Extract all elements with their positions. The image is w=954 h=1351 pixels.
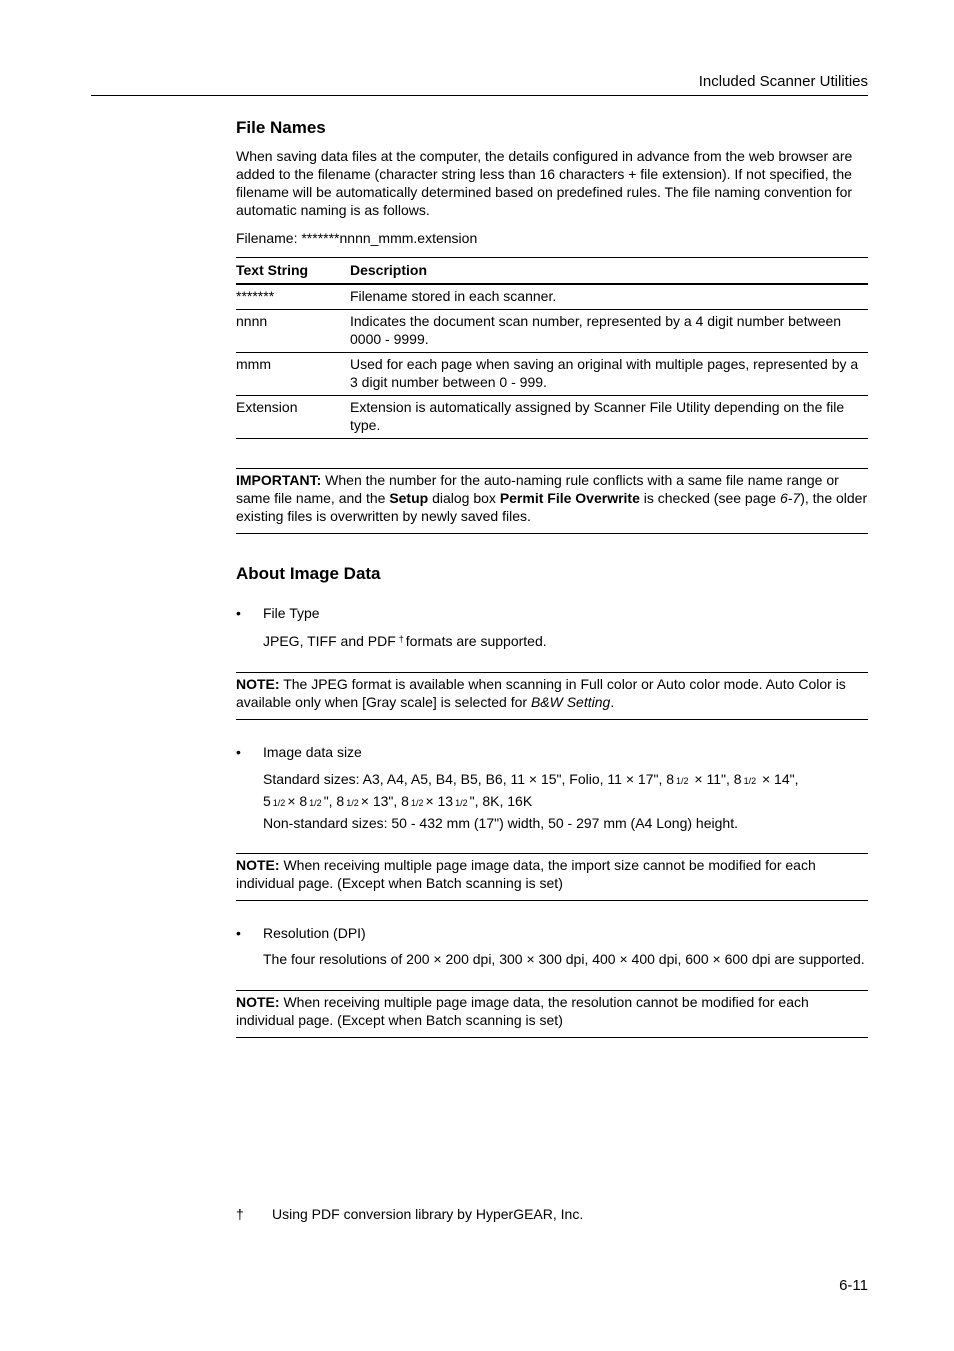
important-text: dialog box <box>428 490 500 506</box>
header-rule <box>91 95 868 96</box>
formats-text: formats are supported. <box>405 633 547 649</box>
size-text: × 14", <box>758 771 799 787</box>
permit-overwrite-term: Permit File Overwrite <box>499 490 640 506</box>
naming-table <box>236 257 868 439</box>
running-header: Included Scanner Utilities <box>698 73 868 90</box>
standard-sizes-line-1 <box>263 769 868 791</box>
standard-sizes <box>236 769 868 833</box>
note-text: The JPEG format is available when scanning in Full color or Auto color mode. Auto Color is available only when [Gray scale] is selected for <box>236 676 846 710</box>
page-number: 6-11 <box>839 1277 868 1294</box>
main-content <box>236 117 868 1038</box>
naming-table-header <box>236 258 868 285</box>
nonstandard-sizes: Non-standard sizes: 50 - 432 mm (17") width, 50 - 297 mm (A4 Long) height. <box>263 815 738 831</box>
row-description: Indicates the document scan number, represented by a 4 digit number between 0000 - 9999. <box>350 313 842 347</box>
table-row <box>236 284 868 310</box>
row-key: ******* <box>236 288 275 304</box>
note-text: When receiving multiple page image data, the resolution cannot be modified for each individual page. (Except when Batch scanning is set) <box>236 994 809 1028</box>
table-row <box>236 353 868 396</box>
bullet-image-size <box>236 743 868 761</box>
important-text: is checked (see page <box>639 490 780 506</box>
half-fraction: 1/2 <box>346 798 359 808</box>
note-import-size <box>236 853 868 901</box>
table-row <box>236 310 868 353</box>
note-text: When receiving multiple page image data, the import size cannot be modified for each individual page. (Except when Batch scanning is set) <box>236 857 816 891</box>
size-text: × 13", 8 <box>360 793 409 809</box>
important-text: When the number for the auto-naming rule conflicts with a same file name range or same file name, and the <box>236 472 839 506</box>
filename-format: Filename: *******nnnn_mmm.extension <box>236 230 478 246</box>
size-text: × 13 <box>425 793 454 809</box>
bullet-file-type <box>236 604 868 622</box>
row-description: Extension is automatically assigned by Scanner File Utility depending on the file type. <box>350 399 845 433</box>
bullet-icon: • <box>236 744 241 760</box>
bullet-label: Image data size <box>263 744 362 760</box>
table-row <box>236 396 868 439</box>
half-fraction: 1/2 <box>743 776 757 786</box>
important-note <box>236 468 868 534</box>
bullet-label: Resolution (DPI) <box>263 925 366 941</box>
row-description: Used for each page when saving an original with multiple pages, represented by a 3 digit number between 0 - 999. <box>350 356 859 390</box>
bullet-icon: • <box>236 605 241 621</box>
file-names-intro: When saving data files at the computer, the details configured in advance from the web browser are added to the filename (character string less than 16 characters + file extension). If not specified, the filename will be automatically determined based on predefined rules. The file naming convention for automatic naming is as follows. <box>236 148 853 218</box>
important-text: ), the older existing files is overwritten by newly saved files. <box>236 490 868 524</box>
note-resolution <box>236 990 868 1038</box>
size-text: ", 8 <box>323 793 345 809</box>
row-key: Extension <box>236 399 298 415</box>
setup-term: Setup <box>389 490 429 506</box>
size-text: × 11", 8 <box>690 771 742 787</box>
half-fraction: 1/2 <box>272 798 286 808</box>
size-text: Standard sizes: A3, A4, A5, B4, B5, B6, 11 × 15", Folio, 11 × 17", 8 <box>263 771 675 787</box>
note-jpeg <box>236 672 868 720</box>
formats-text: JPEG, TIFF and PDF <box>263 633 396 649</box>
dagger-icon: † <box>236 1206 244 1222</box>
note-label: NOTE: <box>236 676 280 692</box>
half-fraction: 1/2 <box>410 798 424 808</box>
bw-setting-term: B&W Setting <box>530 694 611 710</box>
size-text: ", 8K, 16K <box>469 793 533 809</box>
page-reference: 6-7 <box>779 490 801 506</box>
dagger-icon: † <box>398 634 404 644</box>
bullet-icon: • <box>236 925 241 941</box>
col-description: Description <box>350 262 428 278</box>
col-text-string: Text String <box>236 262 309 278</box>
note-label: NOTE: <box>236 994 280 1010</box>
half-fraction: 1/2 <box>676 776 689 786</box>
half-fraction: 1/2 <box>309 798 322 808</box>
standard-sizes-line-2 <box>263 791 868 813</box>
row-key: nnnn <box>236 313 268 329</box>
file-names-heading: File Names <box>236 118 326 137</box>
size-text: × 8 <box>287 793 308 809</box>
bullet-resolution <box>236 924 868 942</box>
half-fraction: 1/2 <box>455 798 468 808</box>
note-label: NOTE: <box>236 857 280 873</box>
size-text: 5 <box>263 793 271 809</box>
row-description: Filename stored in each scanner. <box>350 288 557 304</box>
note-text: . <box>610 694 615 710</box>
row-key: mmm <box>236 356 271 372</box>
file-type-text <box>236 629 868 651</box>
resolution-text: The four resolutions of 200 × 200 dpi, 300 × 300 dpi, 400 × 400 dpi, 600 × 600 dpi are supported. <box>263 951 865 967</box>
bullet-label: File Type <box>263 605 320 621</box>
footnote-text: Using PDF conversion library by HyperGEAR, Inc. <box>272 1206 584 1222</box>
important-label: IMPORTANT: <box>236 472 322 488</box>
about-image-data-heading: About Image Data <box>236 564 381 583</box>
